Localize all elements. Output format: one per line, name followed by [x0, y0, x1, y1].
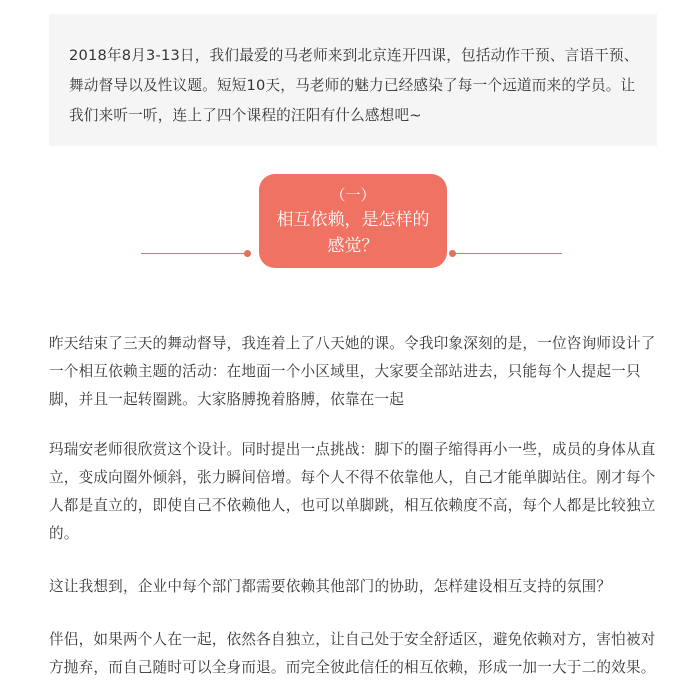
intro-text: 2018年8月3-13日，我们最爱的马老师来到北京连开四课，包括动作干预、言语干预、舞动督导以及性议题。短短10天，马老师的魅力已经感染了每一个远道而来的学员。让我们来听一听，连上了四个课程的汪阳有什么感想吧~ — [69, 47, 639, 124]
header-divider-left — [141, 253, 249, 254]
paragraph-4: 伴侣，如果两个人在一起，依然各自独立，让自己处于安全舒适区，避免依赖对方，害怕被对方抛弃，而自己随时可以全身而退。而完全彼此信任的相互依赖，形成一加一大于二的效果。 — [49, 631, 656, 676]
header-dot-left — [244, 250, 251, 257]
header-divider-right — [454, 253, 562, 254]
section-number: （一） — [330, 186, 376, 204]
paragraph-3: 这让我想到，企业中每个部门都需要依赖其他部门的协助，怎样建设相互支持的氛围？ — [49, 578, 612, 595]
section-title: 相互依赖，是怎样的感觉？ — [276, 210, 430, 256]
intro-box — [49, 14, 657, 146]
section-header — [0, 174, 700, 268]
section-title-badge — [259, 174, 447, 268]
paragraph-1: 昨天结束了三天的舞动督导，我连着上了八天她的课。令我印象深刻的是，一位咨询师设计了一个相互依赖主题的活动：在地面一个小区域里，大家要全部站进去，只能每个人提起一只脚，并且一起转圈跳。大家胳膊挽着胳膊，依靠在一起 — [49, 335, 656, 408]
paragraph-2: 玛瑞安老师很欣赏这个设计。同时提出一点挑战：脚下的圈子缩得再小一些，成员的身体从直立，变成向圈外倾斜，张力瞬间倍增。每个人不得不依靠他人，自己才能单脚站住。刚才每个人都是直立的，即使自己不依赖他人，也可以单脚跳，相互依赖度不高，每个人都是比较独立的。 — [49, 441, 656, 542]
